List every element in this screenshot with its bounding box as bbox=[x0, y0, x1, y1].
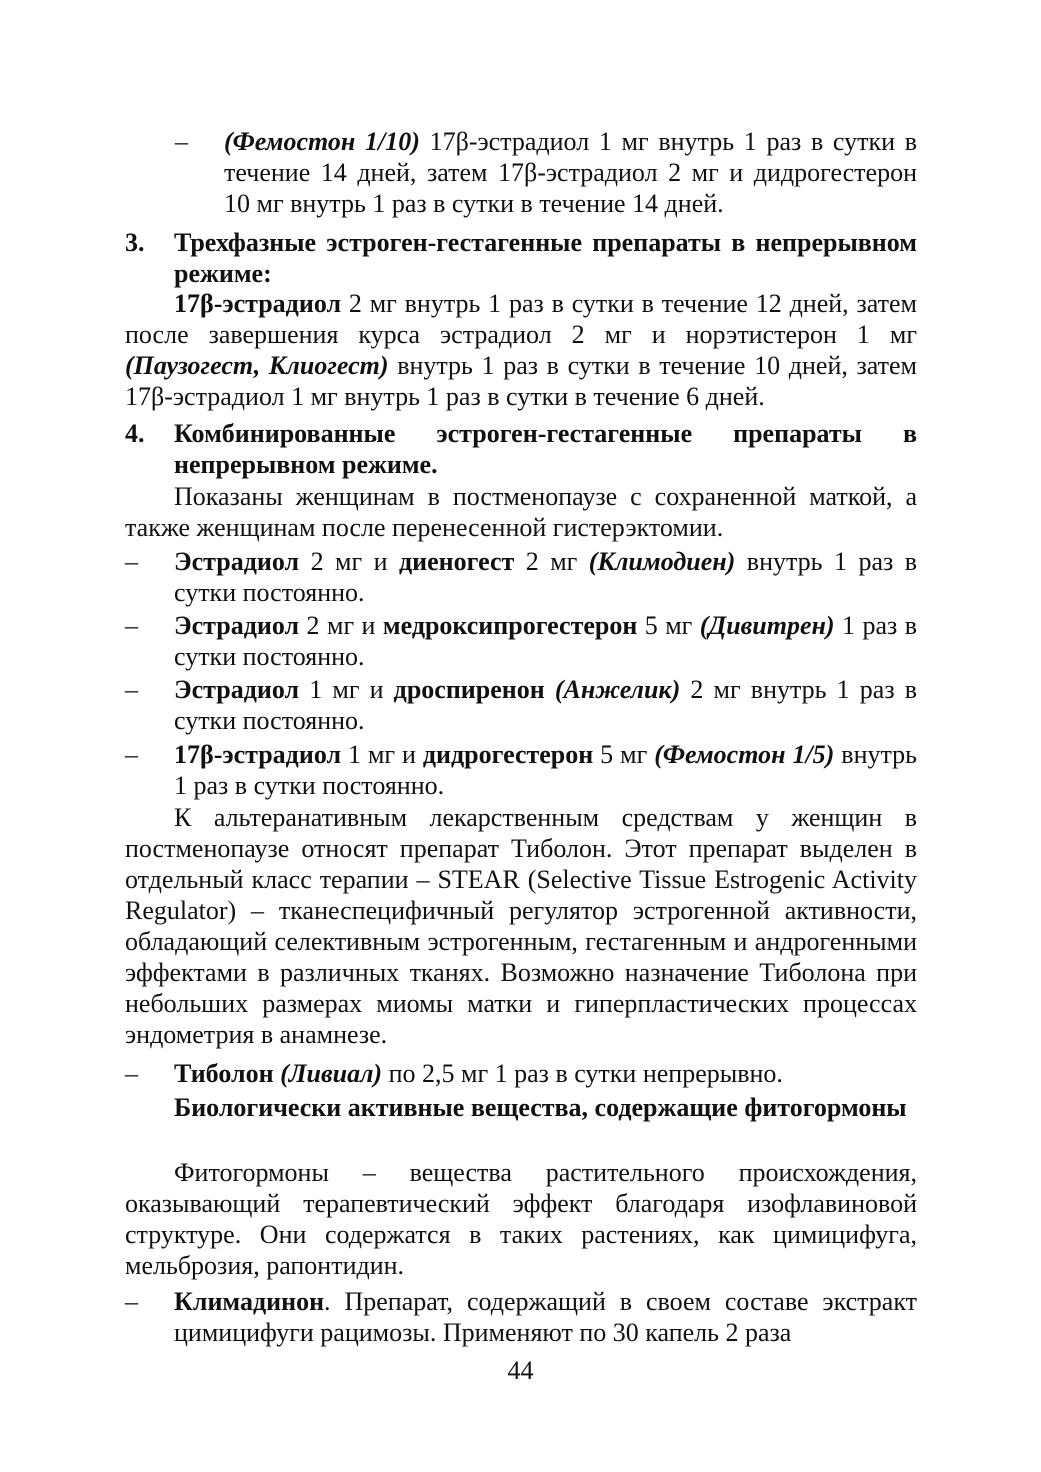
phytohormones-paragraph: Фитогормоны – вещества растительного происхождения, оказывающий терапевтический эффект благодаря изофлавиновой структуре. Они содержатся в таких растениях, как цимицифуга, мельброзия, рапонтидин. bbox=[125, 1158, 917, 1280]
dash-marker: – bbox=[175, 127, 188, 156]
section-4-heading bbox=[125, 418, 917, 480]
section-title: Комбинированные эстроген-гестагенные препараты в непрерывном режиме. bbox=[174, 419, 917, 479]
page-number: 44 bbox=[507, 1356, 534, 1385]
list-item-klimadinon: – Климадинон. Препарат, содержащий в своем составе экстракт цимицифуги рацимозы. Применяют по 30 капель 2 раза bbox=[125, 1287, 917, 1347]
list-item-tibolon: – Тиболон (Ливиал) по 2,5 мг 1 раз в сутки непрерывно. bbox=[125, 1059, 783, 1088]
list-item-divitren: – Эстрадиол 2 мг и медроксипрогестерон 5 мг (Дивитрен) 1 раз в сутки постоянно. bbox=[125, 611, 917, 671]
section-number: 4. bbox=[125, 419, 145, 448]
alternatives-paragraph: К альтеранативным лекарственным средствам у женщин в постменопаузе относят препарат Тиболон. Этот препарат выделен в отдельный класс терапии – STEAR (Selective Tissue Estrogenic Activity Regulator) – тканеспецифичный регулятор эстрогенной активности, обладающий селективным эстрогенным, гестагенным и андрогенными эффектами в различных тканях. Возможно назначение Тиболона при небольших размерах миомы матки и гиперпластических процессах эндометрия в анамнезе. bbox=[125, 803, 917, 1049]
list-item-femoston-1-10: – (Фемостон 1/10) 17β-эстрадиол 1 мг внутрь 1 раз в сутки в течение 14 дней, затем 17β-эстрадиол 2 мг и дидрогестерон 10 мг внутрь 1 раз в сутки в течение 14 дней. bbox=[175, 127, 918, 218]
section-number: 3. bbox=[125, 228, 145, 257]
section-3-heading bbox=[125, 227, 917, 289]
list-item-femoston-1-5: – 17β-эстрадиол 1 мг и дидрогестерон 5 мг (Фемостон 1/5) внутрь 1 раз в сутки постоянно. bbox=[125, 740, 918, 800]
list-item-klimodien: – Эстрадиол 2 мг и диеногест 2 мг (Климодиен) внутрь 1 раз в сутки постоянно. bbox=[125, 547, 917, 607]
phytohormones-heading: Биологически активные вещества, содержащие фитогормоны bbox=[174, 1093, 907, 1122]
section-4-intro: Показаны женщинам в постменопаузе с сохраненной маткой, а также женщинам после перенесенной гистерэктомии. bbox=[125, 482, 917, 542]
list-item-anzhelik: – Эстрадиол 1 мг и дроспиренон (Анжелик) 2 мг внутрь 1 раз в сутки постоянно. bbox=[125, 675, 918, 735]
section-3-text: 17β-эстрадиол 2 мг внутрь 1 раз в сутки в течение 12 дней, затем после завершения курса эстрадиол 2 мг и норэтистерон 1 мг (Паузогест, Клиогест) внутрь 1 раз в сутки в течение 10 дней, затем 17β-эстрадиол 1 мг внутрь 1 раз в сутки в течение 6 дней. bbox=[125, 289, 917, 411]
section-title: Трехфазные эстроген-гестагенные препараты в непрерывном режиме: bbox=[174, 228, 917, 288]
drug-name: (Фемостон 1/10) bbox=[224, 127, 420, 156]
